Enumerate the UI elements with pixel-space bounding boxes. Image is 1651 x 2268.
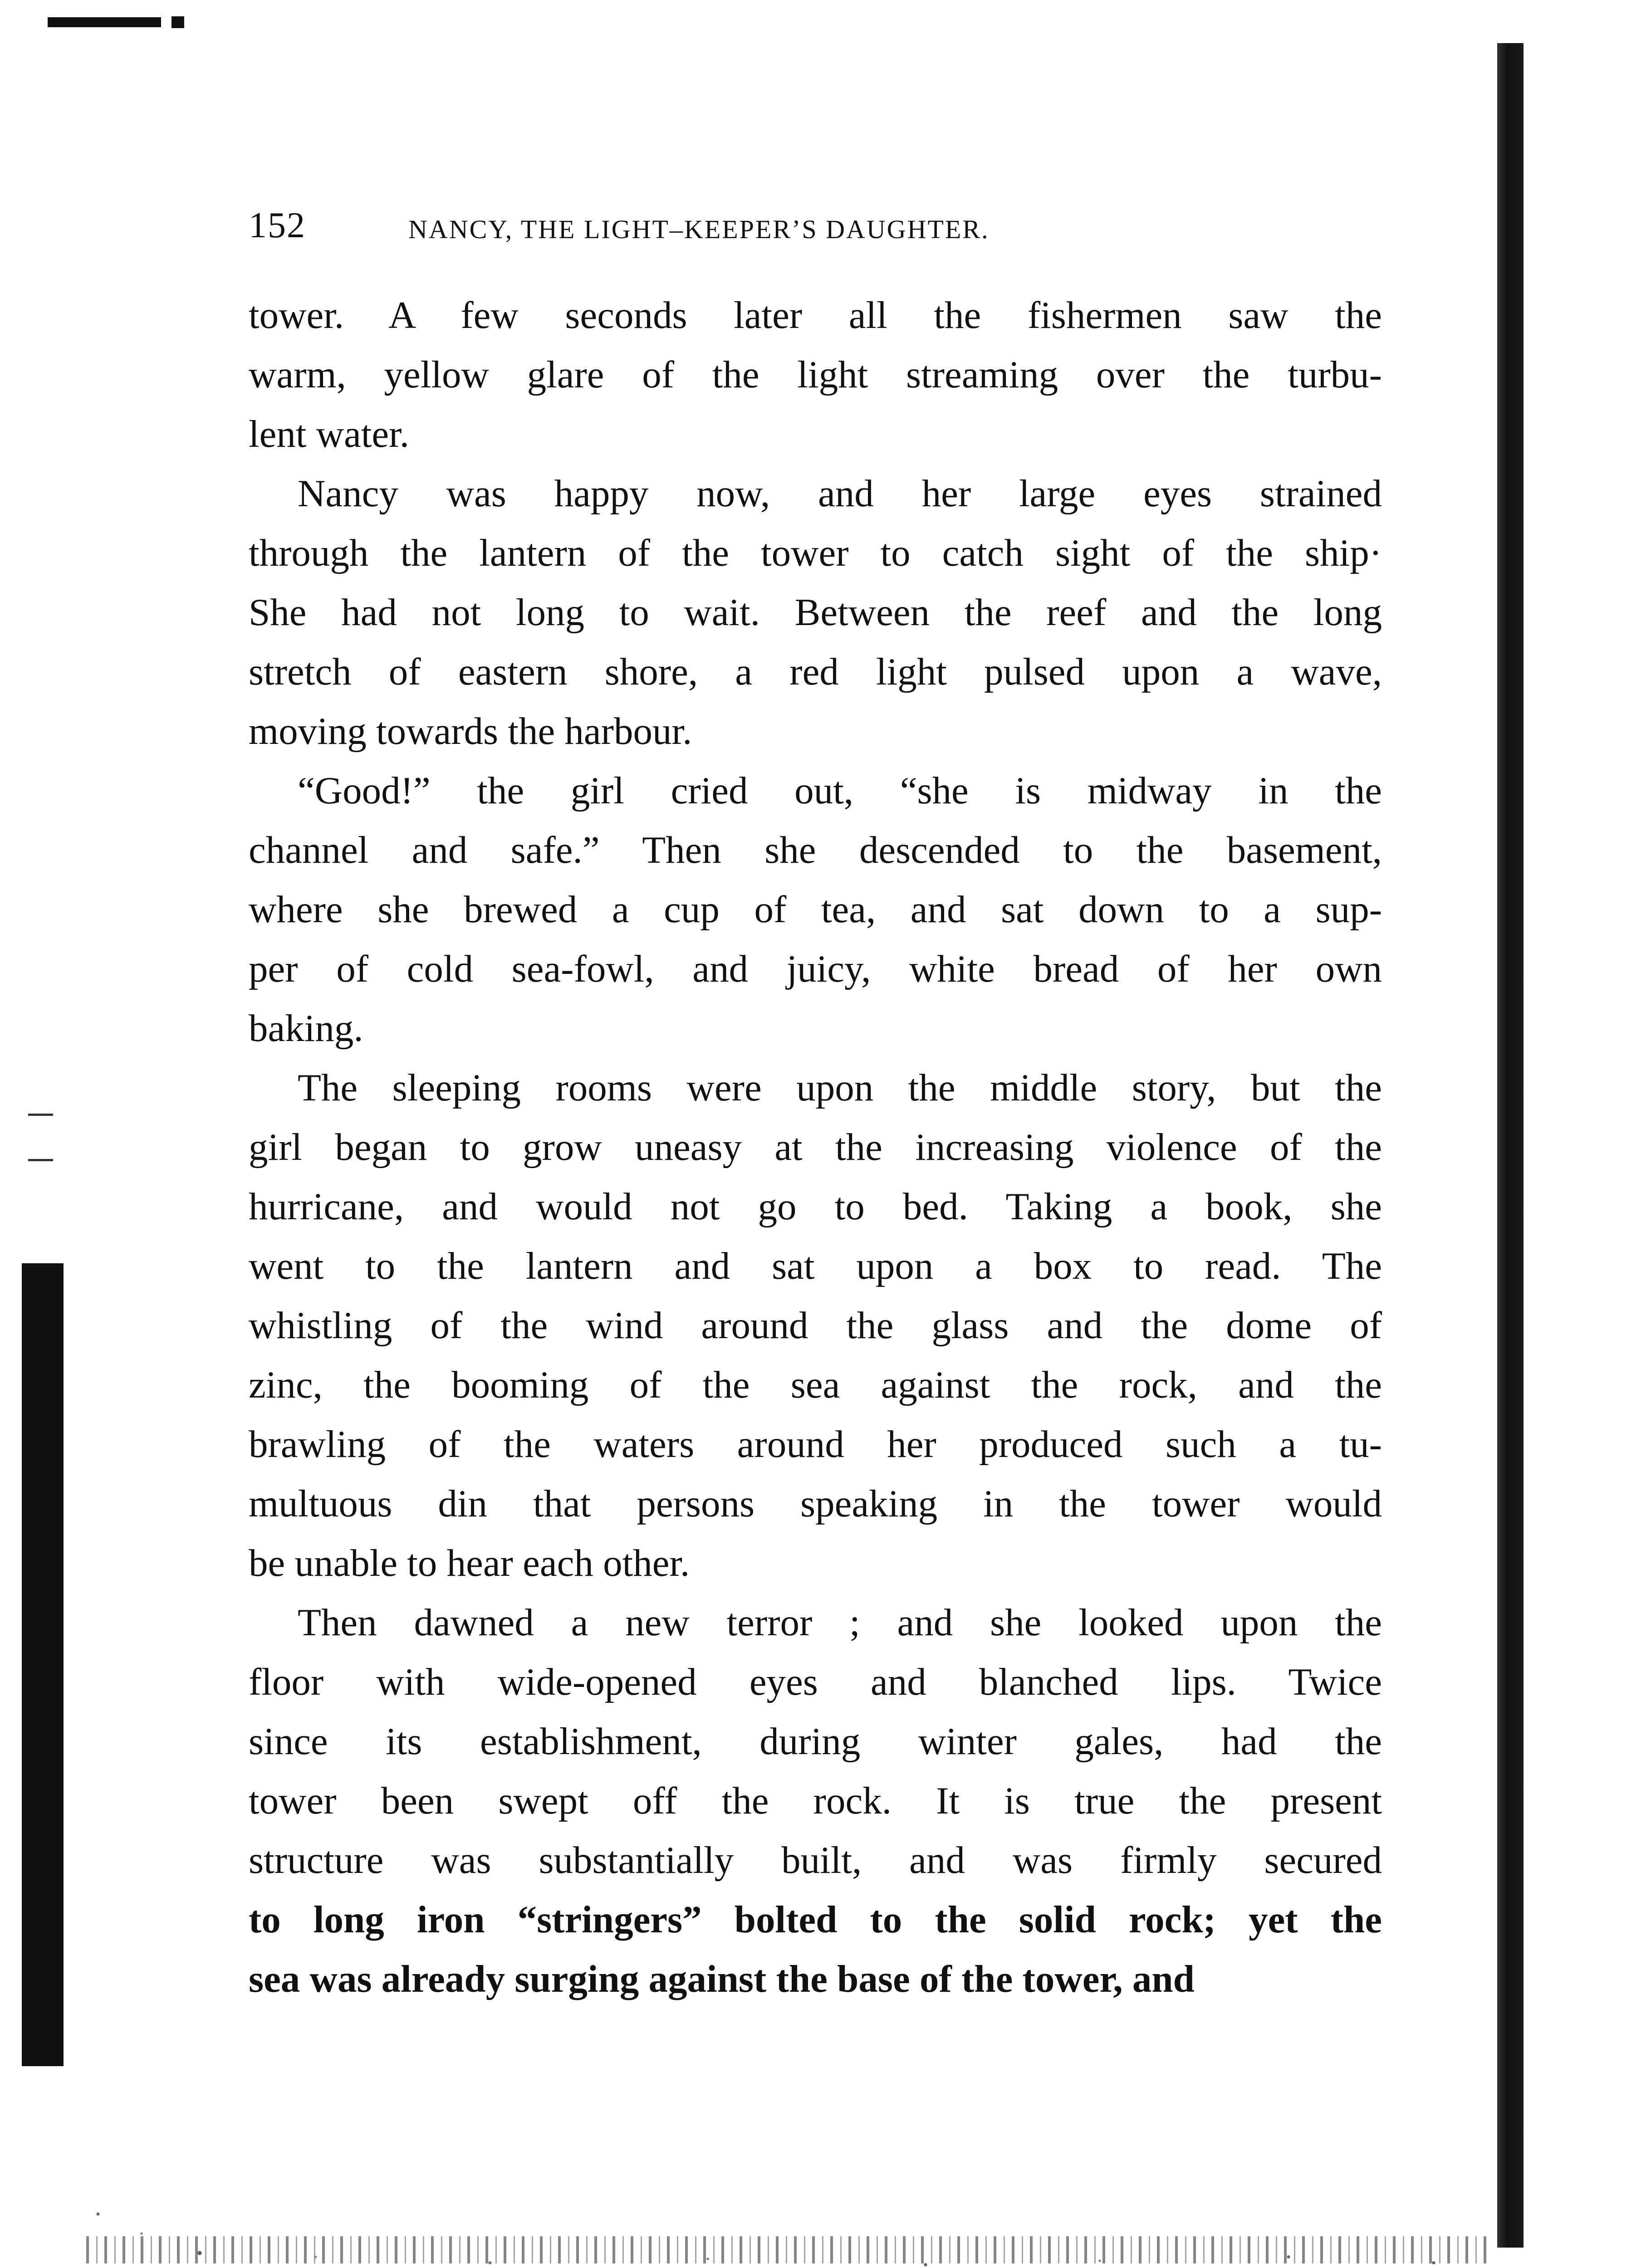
text-line: girl began to grow uneasy at the increasing violence of the bbox=[249, 1126, 1382, 1168]
text-line: floor with wide-opened eyes and blanched lips. Twice bbox=[249, 1661, 1382, 1703]
text-line: multuous din that persons speaking in the tower would bbox=[249, 1482, 1382, 1525]
text-line: stretch of eastern shore, a red light pulsed upon a wave, bbox=[249, 650, 1382, 693]
text-line: whistling of the wind around the glass and the dome of bbox=[249, 1304, 1382, 1347]
text-line: moving towards the harbour. bbox=[249, 710, 692, 753]
text-line: brawling of the waters around her produced such a tu- bbox=[249, 1423, 1382, 1466]
text-line: Then dawned a new terror ; and she looked upon the bbox=[298, 1601, 1382, 1644]
text-line: structure was substantially built, and was firmly secured bbox=[249, 1839, 1382, 1882]
text-line: per of cold sea-fowl, and juicy, white bread of her own bbox=[249, 948, 1382, 990]
page-number: 152 bbox=[249, 205, 306, 245]
text-line: sea was already surging against the base of the tower, and bbox=[249, 1958, 1195, 2000]
text-line: baking. bbox=[249, 1007, 363, 1050]
text-line: since its establishment, during winter gales, had the bbox=[249, 1720, 1382, 1763]
scan-artifact-mark bbox=[48, 17, 161, 27]
paragraph bbox=[249, 464, 1382, 761]
paragraph bbox=[249, 1593, 1382, 2009]
paragraph bbox=[249, 286, 1382, 464]
scan-binding-edge bbox=[1497, 43, 1524, 2248]
scan-noise bbox=[86, 2236, 1493, 2263]
text-line: through the lantern of the tower to catch sight of the ship· bbox=[249, 532, 1382, 574]
body-text bbox=[249, 286, 1382, 2009]
scan-margin-bar bbox=[22, 1263, 64, 2066]
running-head-title: NANCY, THE LIGHT–KEEPER’S DAUGHTER. bbox=[408, 215, 990, 244]
scan-artifact-mark bbox=[28, 1114, 53, 1116]
paragraph bbox=[249, 761, 1382, 1058]
paragraph bbox=[249, 1058, 1382, 1593]
text-line: “Good!” the girl cried out, “she is midway in the bbox=[298, 769, 1382, 812]
text-line: warm, yellow glare of the light streaming over the turbu- bbox=[249, 353, 1382, 396]
text-line: hurricane, and would not go to bed. Taking a book, she bbox=[249, 1185, 1382, 1228]
text-line: zinc, the booming of the sea against the rock, and the bbox=[249, 1364, 1382, 1406]
text-line: Nancy was happy now, and her large eyes strained bbox=[298, 472, 1382, 515]
running-head bbox=[249, 205, 1410, 255]
text-line: tower. A few seconds later all the fishermen saw the bbox=[249, 294, 1382, 337]
text-line: be unable to hear each other. bbox=[249, 1542, 690, 1584]
text-line: to long iron “stringers” bolted to the solid rock; yet the bbox=[249, 1898, 1382, 1941]
scan-artifact-mark bbox=[171, 16, 184, 28]
text-line: lent water. bbox=[249, 413, 410, 455]
text-line: She had not long to wait. Between the reef and the long bbox=[249, 591, 1382, 634]
text-line: channel and safe.” Then she descended to the basement, bbox=[249, 829, 1382, 871]
text-line: tower been swept off the rock. It is true the present bbox=[249, 1779, 1382, 1822]
text-line: The sleeping rooms were upon the middle story, but the bbox=[298, 1066, 1382, 1109]
scan-artifact-mark bbox=[28, 1159, 53, 1161]
text-line: where she brewed a cup of tea, and sat down to a sup- bbox=[249, 888, 1382, 931]
text-line: went to the lantern and sat upon a box to read. The bbox=[249, 1245, 1382, 1287]
